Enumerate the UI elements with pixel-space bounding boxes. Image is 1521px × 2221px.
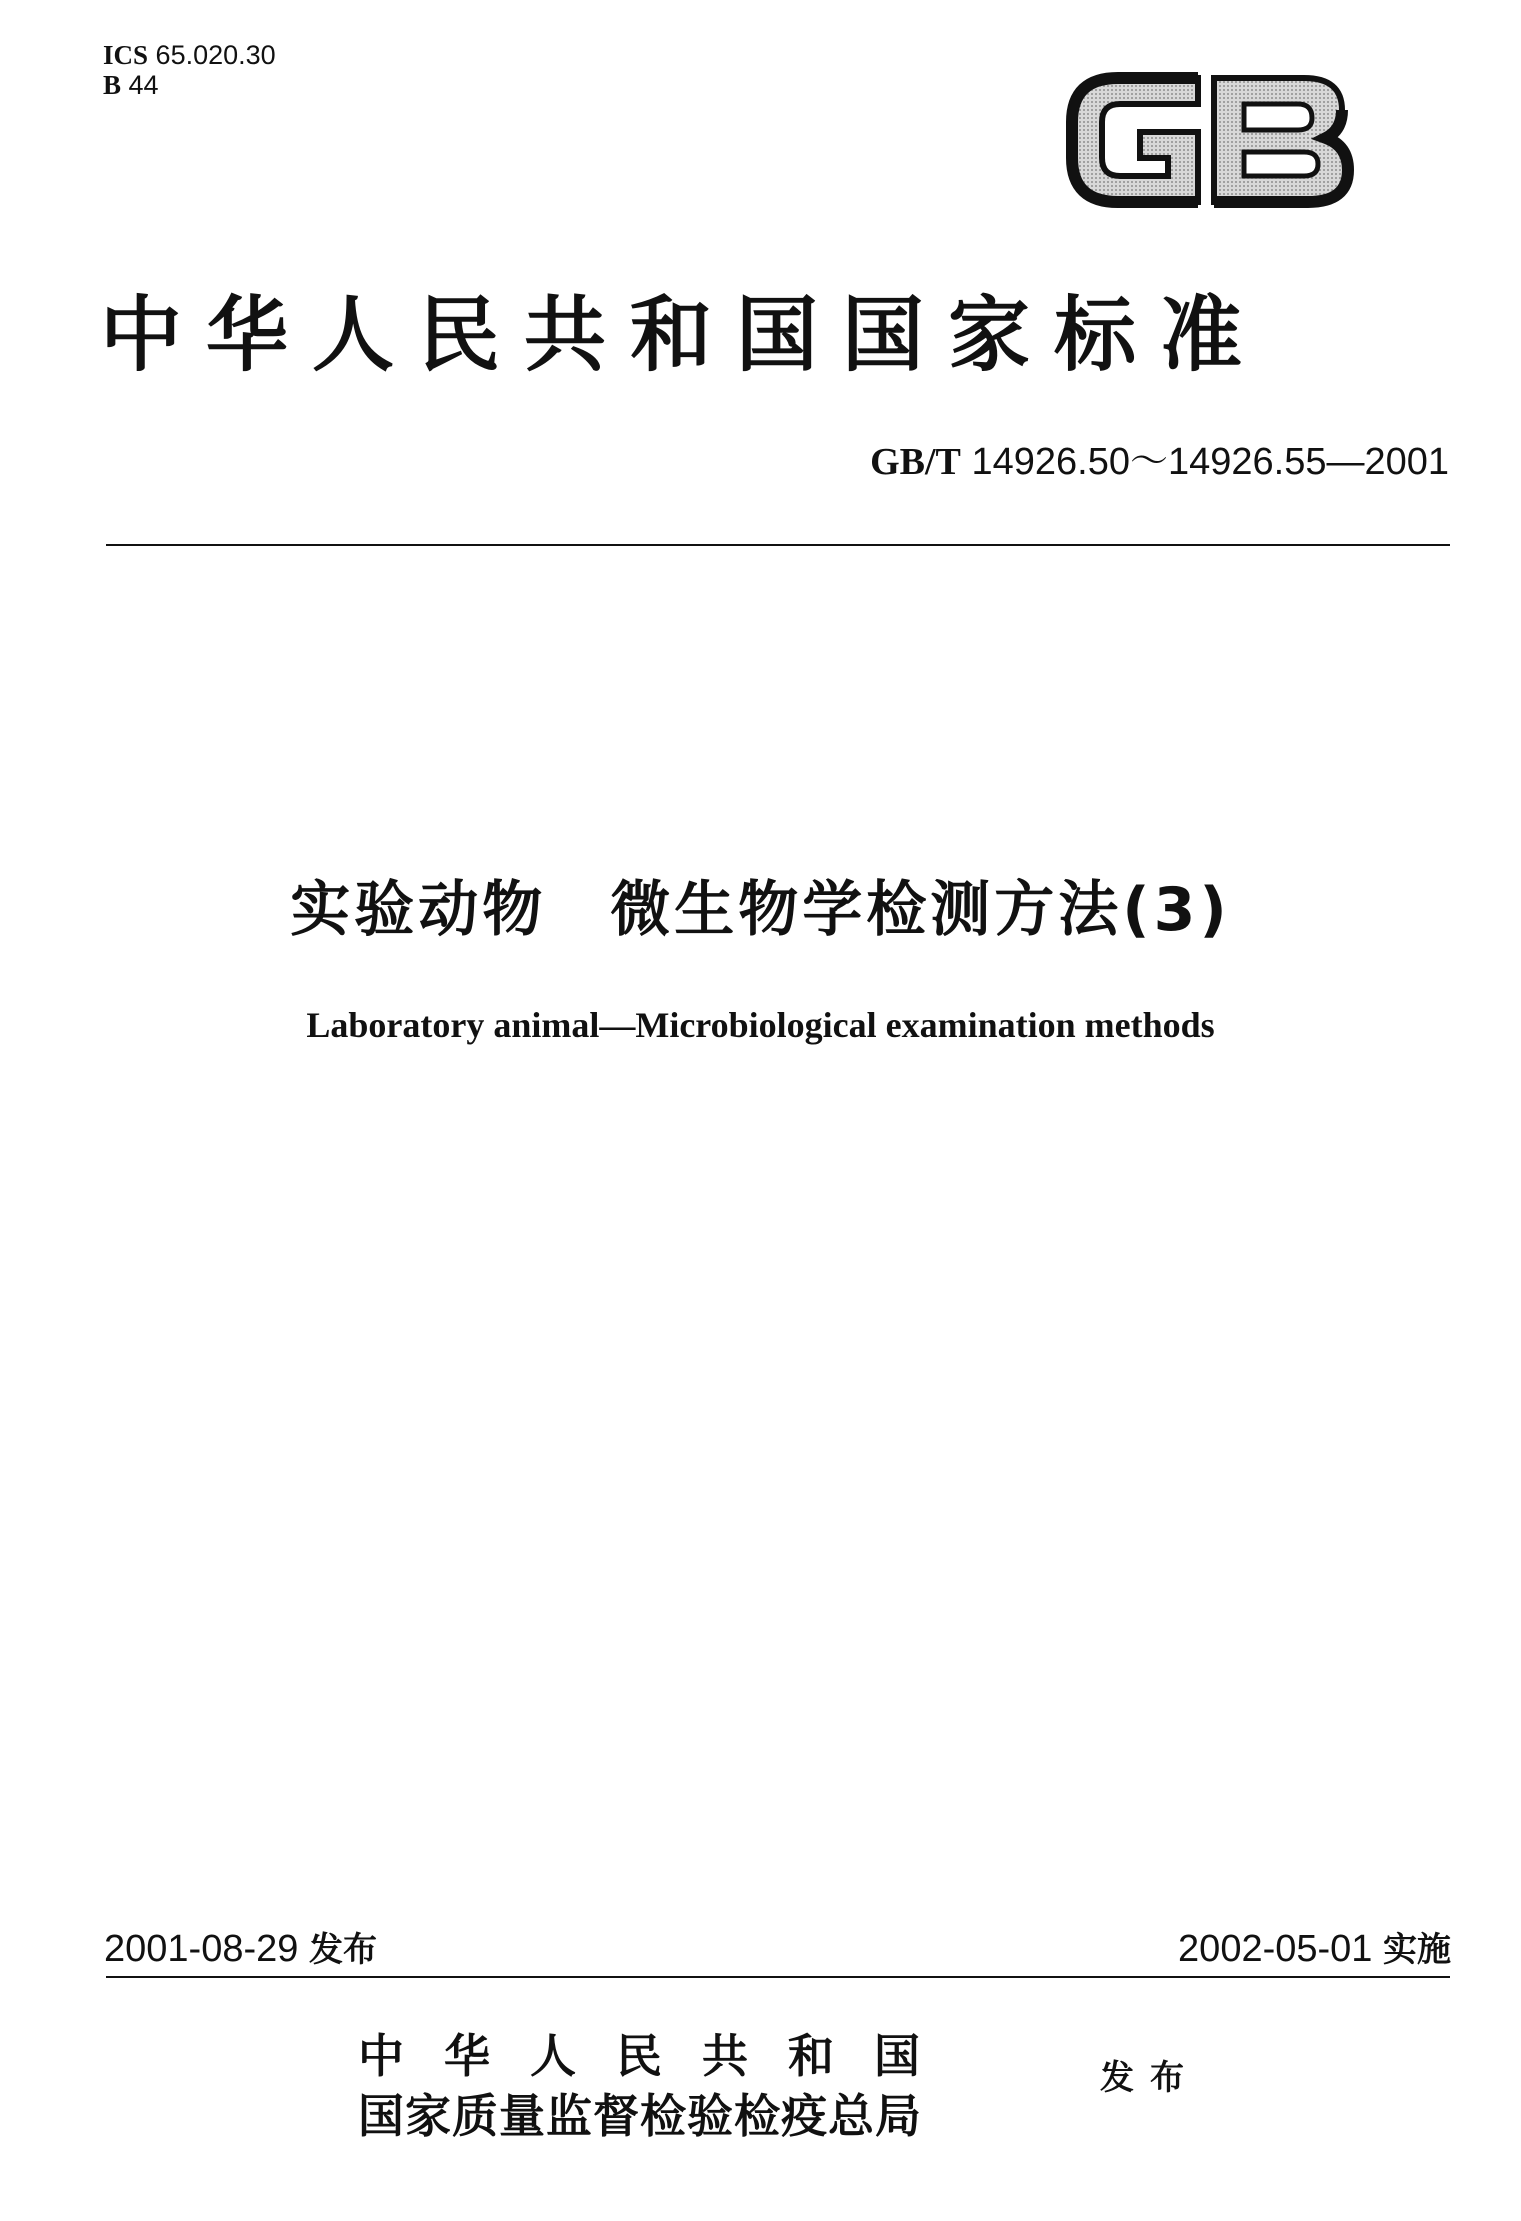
classification-codes [103, 40, 276, 100]
class-code [103, 70, 276, 100]
ics-value: 65.020.30 [155, 40, 276, 70]
issuer-line-1: 中华人民共和国 [358, 2029, 960, 2083]
header-divider [106, 544, 1450, 546]
publish-label: 发布 [1100, 2058, 1200, 2098]
issue-label: 发布 [308, 1930, 377, 1970]
standard-number [870, 430, 1449, 485]
effective-date [1178, 1922, 1451, 1971]
effective-date-value: 2002-05-01 [1178, 1928, 1373, 1970]
issue-date [104, 1922, 377, 1971]
document-title-en: Laboratory animal—Microbiological examination methods [306, 1005, 1215, 1045]
document-title-cn: 实验动物 微生物学检测方法(3) [290, 875, 1231, 945]
effective-label: 实施 [1383, 1930, 1451, 1970]
issuer-line-2: 国家质量监督检验检疫总局 [358, 2089, 922, 2143]
class-label: B [103, 70, 122, 100]
ics-code [103, 40, 276, 70]
footer-divider [106, 1976, 1450, 1978]
national-standard-title: 中华人民共和国国家标准 [100, 287, 1267, 383]
standard-prefix: GB/T [870, 441, 961, 483]
ics-label: ICS [103, 40, 149, 70]
gb-logo [1058, 60, 1358, 220]
issue-date-value: 2001-08-29 [104, 1928, 299, 1970]
class-value: 44 [128, 70, 159, 100]
standard-value: 14926.50～14926.55—2001 [971, 441, 1449, 483]
